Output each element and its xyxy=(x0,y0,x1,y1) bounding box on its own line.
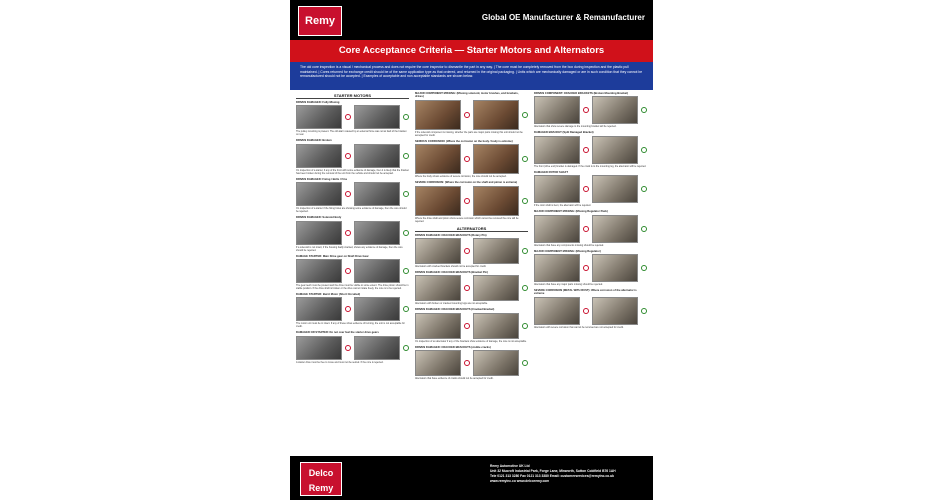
example-photo xyxy=(296,144,342,168)
page-title: Core Acceptance Criteria — Starter Motors and Alternators xyxy=(338,45,605,56)
logo-line1: Delco xyxy=(308,468,334,478)
example-photo xyxy=(296,221,342,245)
example-photo xyxy=(354,336,400,360)
example-photo xyxy=(415,100,461,130)
criteria-title: DRIVEN DAMAGED: CRACKED BRACKETS (visible cracks) xyxy=(415,345,491,349)
photo-row xyxy=(296,105,409,129)
criteria-title: SEVERE CORROSION (METAL WITH RUST): Where corrosion of the alternator is extreme xyxy=(534,289,637,296)
criteria-title: DRIVEN COMPONENT: CRACKED BRACKETS (Broken Mounting Bracket) xyxy=(534,92,629,95)
photo-row xyxy=(296,336,409,360)
tagline: Global OE Manufacturer & Remanufacturer xyxy=(481,13,645,22)
intro-text: The old core inspection is a visual / mechanical process and does not require the core inspector to dismantle the part in any way. | The core must be completely removed from the box during inspection and the plastic pull maintained. | Cores returned for exchange credit should be of the same application type as that ordered, and returned in the original packaging. | Units which are mechanically damaged or are in such condition that they cannot be remanufactured should not be accepted. | Examples of acceptable and non acceptable standards are shown below. xyxy=(300,65,643,79)
example-photo xyxy=(534,297,580,325)
reject-mark-icon xyxy=(583,265,589,271)
reject-mark-icon xyxy=(464,285,470,291)
intro-box xyxy=(290,62,653,90)
criteria-title: DRIVEN DAMAGED: CRACKED BRACKETS (Cracked Bracket) xyxy=(415,308,495,312)
logo-line2: Remy xyxy=(308,483,334,493)
criteria-description: On inspection of an alternator if any of the brackets show evidence of damage, the core is not acceptable. xyxy=(415,339,527,343)
photo-row xyxy=(415,100,528,130)
photo-row xyxy=(415,144,528,174)
criteria-item xyxy=(296,331,409,363)
criteria-description: Alternators that have any components missing should be rejected. xyxy=(534,243,604,247)
criteria-title: SEVERE CORROSION: (Where the corrosion on the shaft and pinion is extreme) xyxy=(415,181,518,185)
accept-mark-icon xyxy=(522,285,528,291)
example-photo xyxy=(534,136,580,164)
criteria-item xyxy=(534,131,647,167)
criteria-description: The gear teeth must be present and the drive must be visible to some extent. The drive pinion should be in stable position. If the drive shaft is broken or the drive cannot rotate freely, the core is to be rejected. xyxy=(296,284,409,291)
criteria-item xyxy=(415,140,528,178)
company-web[interactable]: www.remyinc.co www.delcoremy.com xyxy=(490,479,550,483)
example-photo xyxy=(296,182,342,206)
example-photo xyxy=(415,186,461,216)
criteria-description: On inspection of a starter if the fixing holes are showing some evidence of damage, then the core should be rejected. xyxy=(296,207,407,214)
criteria-item xyxy=(296,216,409,251)
accept-mark-icon xyxy=(403,345,409,351)
accept-mark-icon xyxy=(403,191,409,197)
accept-mark-icon xyxy=(403,268,409,274)
accept-mark-icon xyxy=(522,156,528,162)
accept-mark-icon xyxy=(522,198,528,204)
column-starters-2 xyxy=(415,92,528,454)
content-area xyxy=(290,90,653,456)
accept-mark-icon xyxy=(403,114,409,120)
criteria-title: MAJOR COMPONENT MISSING: (Missing Regulator Pack) xyxy=(534,210,608,214)
poster xyxy=(290,0,653,500)
example-photo xyxy=(592,175,638,203)
section-heading-starters: STARTER MOTORS xyxy=(296,93,409,99)
reject-mark-icon xyxy=(464,156,470,162)
criteria-title: DAMAGE STARTER: Burnt Motor (Short Circuited) xyxy=(296,293,361,297)
criteria-description: Alternators that have any major parts missing should be rejected. xyxy=(534,283,603,287)
accept-mark-icon xyxy=(641,226,647,232)
criteria-title: DAMAGED OR STARTER: Do not over feel the starter drive gears xyxy=(296,331,379,335)
example-photo xyxy=(534,96,580,124)
criteria-description: Alternators that have evidence of cracks should not be accepted for credit. xyxy=(415,377,494,381)
criteria-description: Where the body shows evidence of severe corrosion, the core should not be accepted. xyxy=(415,175,507,179)
column-alternators xyxy=(534,92,647,454)
example-photo xyxy=(473,186,519,216)
example-photo xyxy=(296,297,342,321)
example-photo xyxy=(592,96,638,124)
example-photo xyxy=(473,238,519,264)
criteria-title: DRIVEN DAMAGED: Solenoid Body xyxy=(296,216,342,220)
accept-mark-icon xyxy=(522,323,528,329)
photo-row xyxy=(534,175,647,203)
example-photo xyxy=(415,144,461,174)
reject-mark-icon xyxy=(345,306,351,312)
criteria-description: A starter drive must be free to move and must not be seized. If the core is rejected. xyxy=(296,360,384,364)
photo-row xyxy=(534,96,647,124)
header-bar xyxy=(290,0,653,40)
criteria-description: Alternators that show severe damage to the mounting bracket will be rejected. xyxy=(534,125,617,129)
remy-logo xyxy=(298,6,342,36)
accept-mark-icon xyxy=(522,248,528,254)
accept-mark-icon xyxy=(641,186,647,192)
criteria-title: DRIVEN DAMAGED: Fully Missing xyxy=(296,101,340,104)
example-photo xyxy=(354,221,400,245)
criteria-description: If the rotor shaft is bent, the alternator will be rejected. xyxy=(534,204,592,208)
criteria-item xyxy=(296,101,409,136)
criteria-item xyxy=(534,210,647,246)
example-photo xyxy=(592,136,638,164)
criteria-description: On inspection of a starter, if any of the front with some evidence of damage, then it is likely that the bracket has been broken during the removal of the unit from the vehicle and should not be accepted. xyxy=(296,168,409,175)
accept-mark-icon xyxy=(403,230,409,236)
criteria-item xyxy=(415,181,528,222)
criteria-description: The pulley mounting is present. The old alarm caused by an external force was not at fault of the bracket on rear. xyxy=(296,130,407,137)
reject-mark-icon xyxy=(345,230,351,236)
example-photo xyxy=(354,259,400,283)
example-photo xyxy=(592,215,638,243)
photo-row xyxy=(296,144,409,168)
reject-mark-icon xyxy=(583,186,589,192)
title-bar xyxy=(290,40,653,62)
section-heading-alternators: ALTERNATORS xyxy=(415,226,528,232)
example-photo xyxy=(473,275,519,301)
example-photo xyxy=(473,313,519,339)
contact-info xyxy=(490,464,650,484)
criteria-item xyxy=(296,293,409,328)
reject-mark-icon xyxy=(345,268,351,274)
example-photo xyxy=(415,275,461,301)
example-photo xyxy=(296,259,342,283)
criteria-item xyxy=(415,308,528,342)
accept-mark-icon xyxy=(641,107,647,113)
example-photo xyxy=(534,215,580,243)
reject-mark-icon xyxy=(464,112,470,118)
accept-mark-icon xyxy=(403,153,409,159)
photo-row xyxy=(296,221,409,245)
criteria-description: The motor unit must be in intact. If any of these show evidence of burning, the unit is not acceptable for credit. xyxy=(296,322,405,329)
example-photo xyxy=(296,336,342,360)
criteria-title: DAMAGE STARTER: Main Drive gear on Shaft Drive Gear xyxy=(296,254,369,258)
accept-mark-icon xyxy=(641,147,647,153)
example-photo xyxy=(415,238,461,264)
photo-row xyxy=(534,297,647,325)
photo-row xyxy=(534,136,647,164)
reject-mark-icon xyxy=(345,191,351,197)
reject-mark-icon xyxy=(345,153,351,159)
criteria-title: DRIVEN DAMAGED: Fixing / Bolts / Fins xyxy=(296,177,348,181)
criteria-item xyxy=(415,234,528,268)
example-photo xyxy=(592,297,638,325)
example-photo xyxy=(473,144,519,174)
column-starters-1 xyxy=(296,92,409,454)
criteria-title: DAMAGED BRACKET (Split Damaged Bracket) xyxy=(534,131,594,135)
criteria-title: SERIOUS CORROSION: (Where the corrosion on the body / body is extreme) xyxy=(415,139,513,143)
photo-row xyxy=(415,238,528,264)
criteria-item xyxy=(415,92,528,137)
photo-row xyxy=(296,297,409,321)
photo-row xyxy=(296,182,409,206)
criteria-title: MAJOR COMPONENT MISSING: (Missing solenoid, motor brushes, end brackets, drives) xyxy=(415,92,519,99)
accept-mark-icon xyxy=(641,308,647,314)
example-photo xyxy=(592,254,638,282)
footer-bar xyxy=(290,456,653,500)
criteria-item xyxy=(534,92,647,128)
reject-mark-icon xyxy=(345,114,351,120)
reject-mark-icon xyxy=(583,226,589,232)
example-photo xyxy=(473,100,519,130)
example-photo xyxy=(354,105,400,129)
photo-row xyxy=(296,259,409,283)
example-photo xyxy=(415,313,461,339)
criteria-title: DRIVEN DAMAGED: CRACKED BRACKETS (Rotary Pin) xyxy=(415,233,487,237)
reject-mark-icon xyxy=(464,248,470,254)
criteria-item xyxy=(296,255,409,290)
criteria-title: DRIVEN DAMAGED: Broken xyxy=(296,139,332,143)
company-address: Unit 32 Mucroft Industrial Park, Forge Lane, Minworth, Sutton Coldfield B76 1AH xyxy=(490,469,616,473)
photo-row xyxy=(415,313,528,339)
photo-row xyxy=(415,186,528,216)
example-photo xyxy=(354,297,400,321)
reject-mark-icon xyxy=(464,198,470,204)
example-photo xyxy=(534,254,580,282)
accept-mark-icon xyxy=(641,265,647,271)
criteria-item xyxy=(296,139,409,174)
criteria-item xyxy=(534,171,647,207)
criteria-description: Alternators with broken or cracked mounting lugs are not acceptable. xyxy=(415,302,488,306)
criteria-description: The front (drive end) bracket is damaged. If the crack is to the mounting lug, the alternator will be rejected. xyxy=(534,164,647,168)
reject-mark-icon xyxy=(464,360,470,366)
criteria-description: Where the drive shaft and pinion show severe corrosion which cannot be removed the core will be rejected. xyxy=(415,216,519,223)
criteria-item xyxy=(534,250,647,286)
logo-text: Remy xyxy=(305,15,335,27)
photo-row xyxy=(534,215,647,243)
example-photo xyxy=(354,182,400,206)
reject-mark-icon xyxy=(583,147,589,153)
accept-mark-icon xyxy=(522,360,528,366)
accept-mark-icon xyxy=(403,306,409,312)
criteria-description: If a solenoid is not intact, if the housing badly cracked, shows any evidence of damage, then the core should be rejected. xyxy=(296,245,403,252)
photo-row xyxy=(415,275,528,301)
photo-row xyxy=(534,254,647,282)
criteria-item xyxy=(415,271,528,305)
example-photo xyxy=(473,350,519,376)
reject-mark-icon xyxy=(583,308,589,314)
criteria-title: MAJOR COMPONENT MISSING: (Missing Regulator) xyxy=(534,249,601,253)
delco-remy-logo xyxy=(300,462,342,496)
accept-mark-icon xyxy=(522,112,528,118)
reject-mark-icon xyxy=(345,345,351,351)
reject-mark-icon xyxy=(464,323,470,329)
criteria-description: Alternators with cracked brackets should not be accepted for credit. xyxy=(415,265,487,269)
example-photo xyxy=(534,175,580,203)
example-photo xyxy=(296,105,342,129)
criteria-description: If the solenoid component is missing, whether the parts are major parts missing this unit should not be accepted for credit. xyxy=(415,130,523,137)
company-phone: Tele 0121 313 3280 Fax 0121 313 3380 Email: customerservices@remyinc.co.uk xyxy=(490,474,614,478)
criteria-item xyxy=(534,289,647,329)
criteria-item xyxy=(415,346,528,380)
criteria-title: DRIVEN DAMAGED: CRACKED BRACKETS (Bracket Pin) xyxy=(415,271,488,275)
criteria-title: DAMAGED ROTOR SHAFT xyxy=(534,170,568,174)
company-name: Remy Automotive UK Ltd xyxy=(490,464,530,468)
example-photo xyxy=(354,144,400,168)
reject-mark-icon xyxy=(583,107,589,113)
photo-row xyxy=(415,350,528,376)
criteria-description: Alternators with severe corrosion that cannot be removed are not accepted for credit. xyxy=(534,325,624,329)
criteria-item xyxy=(296,178,409,213)
example-photo xyxy=(415,350,461,376)
